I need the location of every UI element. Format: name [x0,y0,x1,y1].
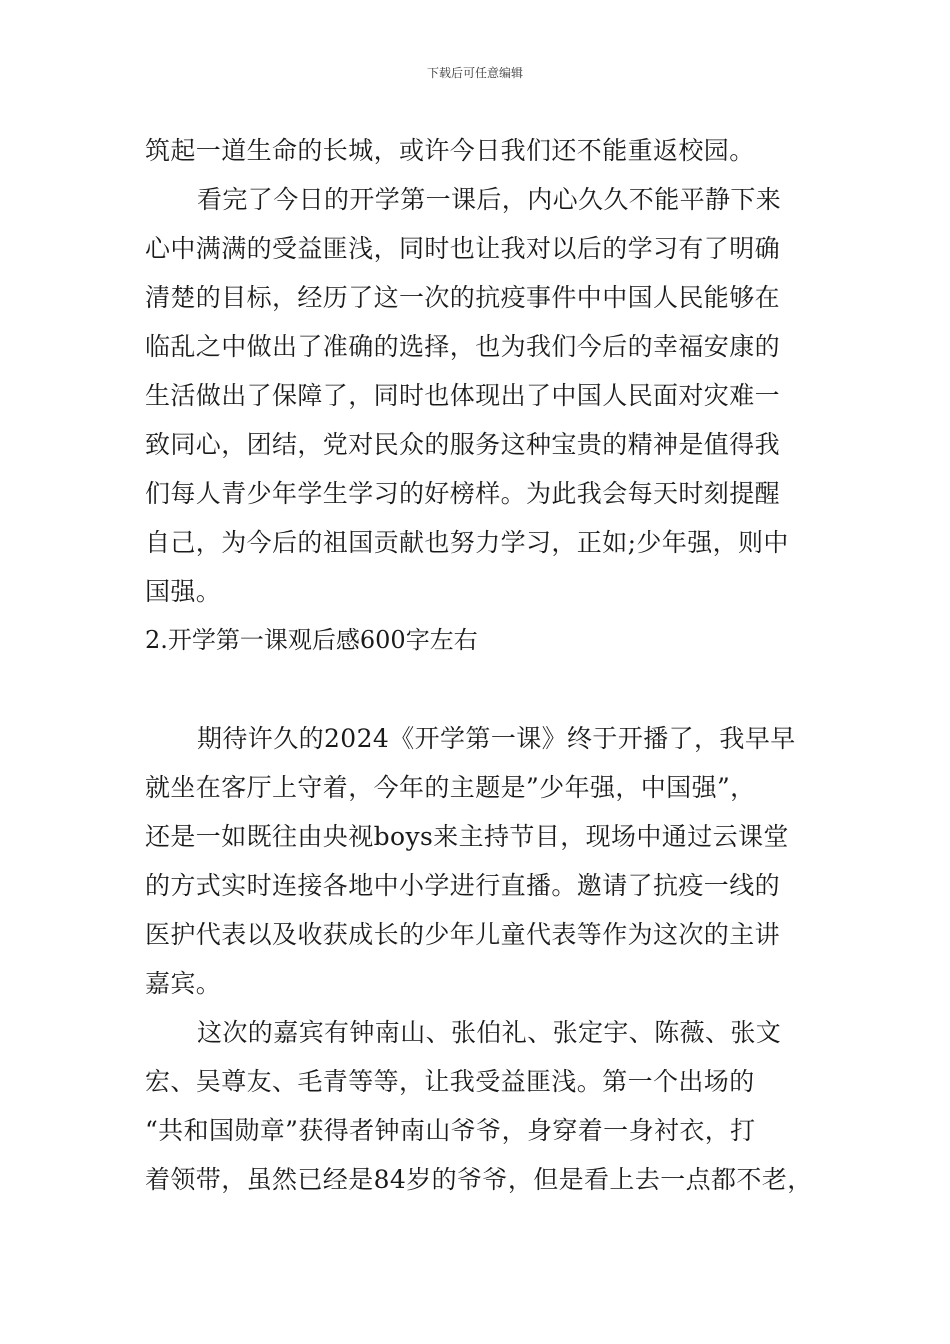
text-line: 看完了今日的开学第一课后，内心久久不能平静下来 [197,185,782,214]
blank-line [145,665,815,714]
document-body [145,126,815,1204]
text-line: 的方式实时连接各地中小学进行直播。邀请了抗疫一线的 [145,871,781,900]
paragraph-3 [145,714,815,1008]
text-line: 还是一如既往由央视boys来主持节目，现场中通过云课堂 [145,822,789,851]
paragraph-2 [145,175,815,616]
text-line: 清楚的目标，经历了这一次的抗疫事件中中国人民能够在 [145,283,781,312]
text-line: 就坐在客厅上守着，今年的主题是”少年强，中国强”， [145,773,756,802]
text-line: 着领带，虽然已经是84岁的爷爷，但是看上去一点都不老， [145,1165,813,1194]
text-line: 嘉宾。 [145,969,222,998]
text-line: 们每人青少年学生学习的好榜样。为此我会每天时刻提醒 [145,479,781,508]
text-line: “共和国勋章”获得者钟南山爷爷，身穿着一身衬衣，打 [145,1116,756,1145]
paragraph-1 [145,126,815,175]
section-heading: 2.开学第一课观后感600字左右 [145,626,478,654]
text-line: 宏、吴尊友、毛青等等，让我受益匪浅。第一个出场的 [145,1067,755,1096]
text-line: 这次的嘉宾有钟南山、张伯礼、张定宇、陈薇、张文 [197,1018,782,1047]
text-line: 期待许久的2024《开学第一课》终于开播了，我早早 [197,724,796,753]
text-line: 临乱之中做出了准确的选择，也为我们今后的幸福安康的 [145,332,781,361]
text-line: 生活做出了保障了，同时也体现出了中国人民面对灾难一 [145,381,781,410]
text-line: 心中满满的受益匪浅，同时也让我对以后的学习有了明确 [145,234,781,263]
text-line: 自己，为今后的祖国贡献也努力学习，正如;少年强，则中 [145,528,789,557]
text-line: 致同心，团结，党对民众的服务这种宝贵的精神是值得我 [145,430,781,459]
text-line: 医护代表以及收获成长的少年儿童代表等作为这次的主讲 [145,920,781,949]
paragraph-4 [145,1008,815,1204]
page-header: 下载后可任意编辑 [426,66,523,80]
text-line: 筑起一道生命的长城，或许今日我们还不能重返校园。 [145,136,755,165]
text-line: 国强。 [145,577,222,606]
